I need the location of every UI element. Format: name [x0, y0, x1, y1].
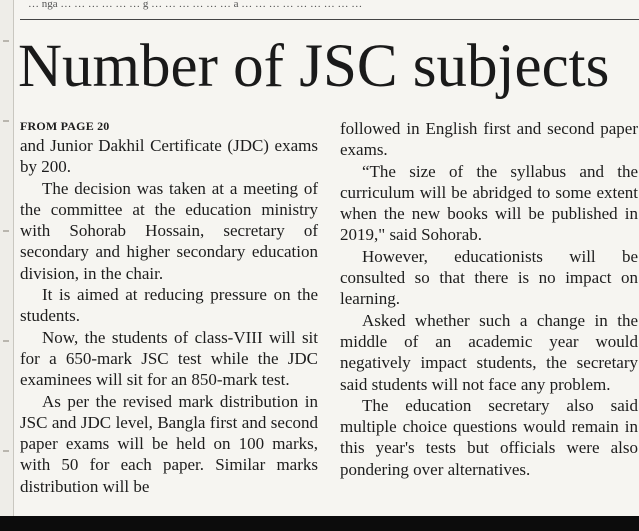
headline-divider: [20, 19, 639, 20]
page-gutter: [0, 0, 14, 531]
paragraph: As per the revised mark distribution in JSC and JDC level, Bangla first and second paper exams will be held on 100 marks, with 50 for each paper. Similar marks distribution will be: [20, 391, 318, 496]
paragraph: and Junior Dakhil Certificate (JDC) exams by 200.: [20, 136, 318, 177]
continuation-kicker: FROM PAGE 20: [20, 119, 110, 133]
paragraph: The education secretary also said multiple choice questions would remain in this year's tests but officials were also pondering over alternatives.: [340, 395, 638, 479]
paragraph: followed in English first and second paper exams.: [340, 119, 638, 160]
paragraph: However, educationists will be consulted so that there is no impact on learning.: [340, 246, 638, 309]
article-column-left: [20, 118, 318, 497]
article-column-right: [340, 118, 638, 480]
previous-article-cutoff-text: … nga … … … … … … g … … … … … … a … … … … … … … … …: [28, 0, 363, 10]
paragraph: Now, the students of class-VIII will sit for a 650-mark JSC test while the JDC examinees will sit for an 850-mark test.: [20, 327, 318, 390]
bottom-edge-bar: [0, 516, 639, 531]
paragraph: It is aimed at reducing pressure on the students.: [20, 285, 318, 326]
paragraph: The decision was taken at a meeting of the committee at the education ministry with Sohorab Hossain, secretary of secondary and higher secondary education division, in the chair.: [20, 178, 318, 283]
paragraph: “The size of the syllabus and the curriculum will be abridged to some extent when the new books will be published in 2019," said Sohorab.: [340, 161, 638, 245]
paragraph: Asked whether such a change in the middle of an academic year would negatively impact students, the secretary said students will not face any problem.: [340, 310, 638, 394]
headline: Number of JSC subjects: [18, 33, 610, 100]
